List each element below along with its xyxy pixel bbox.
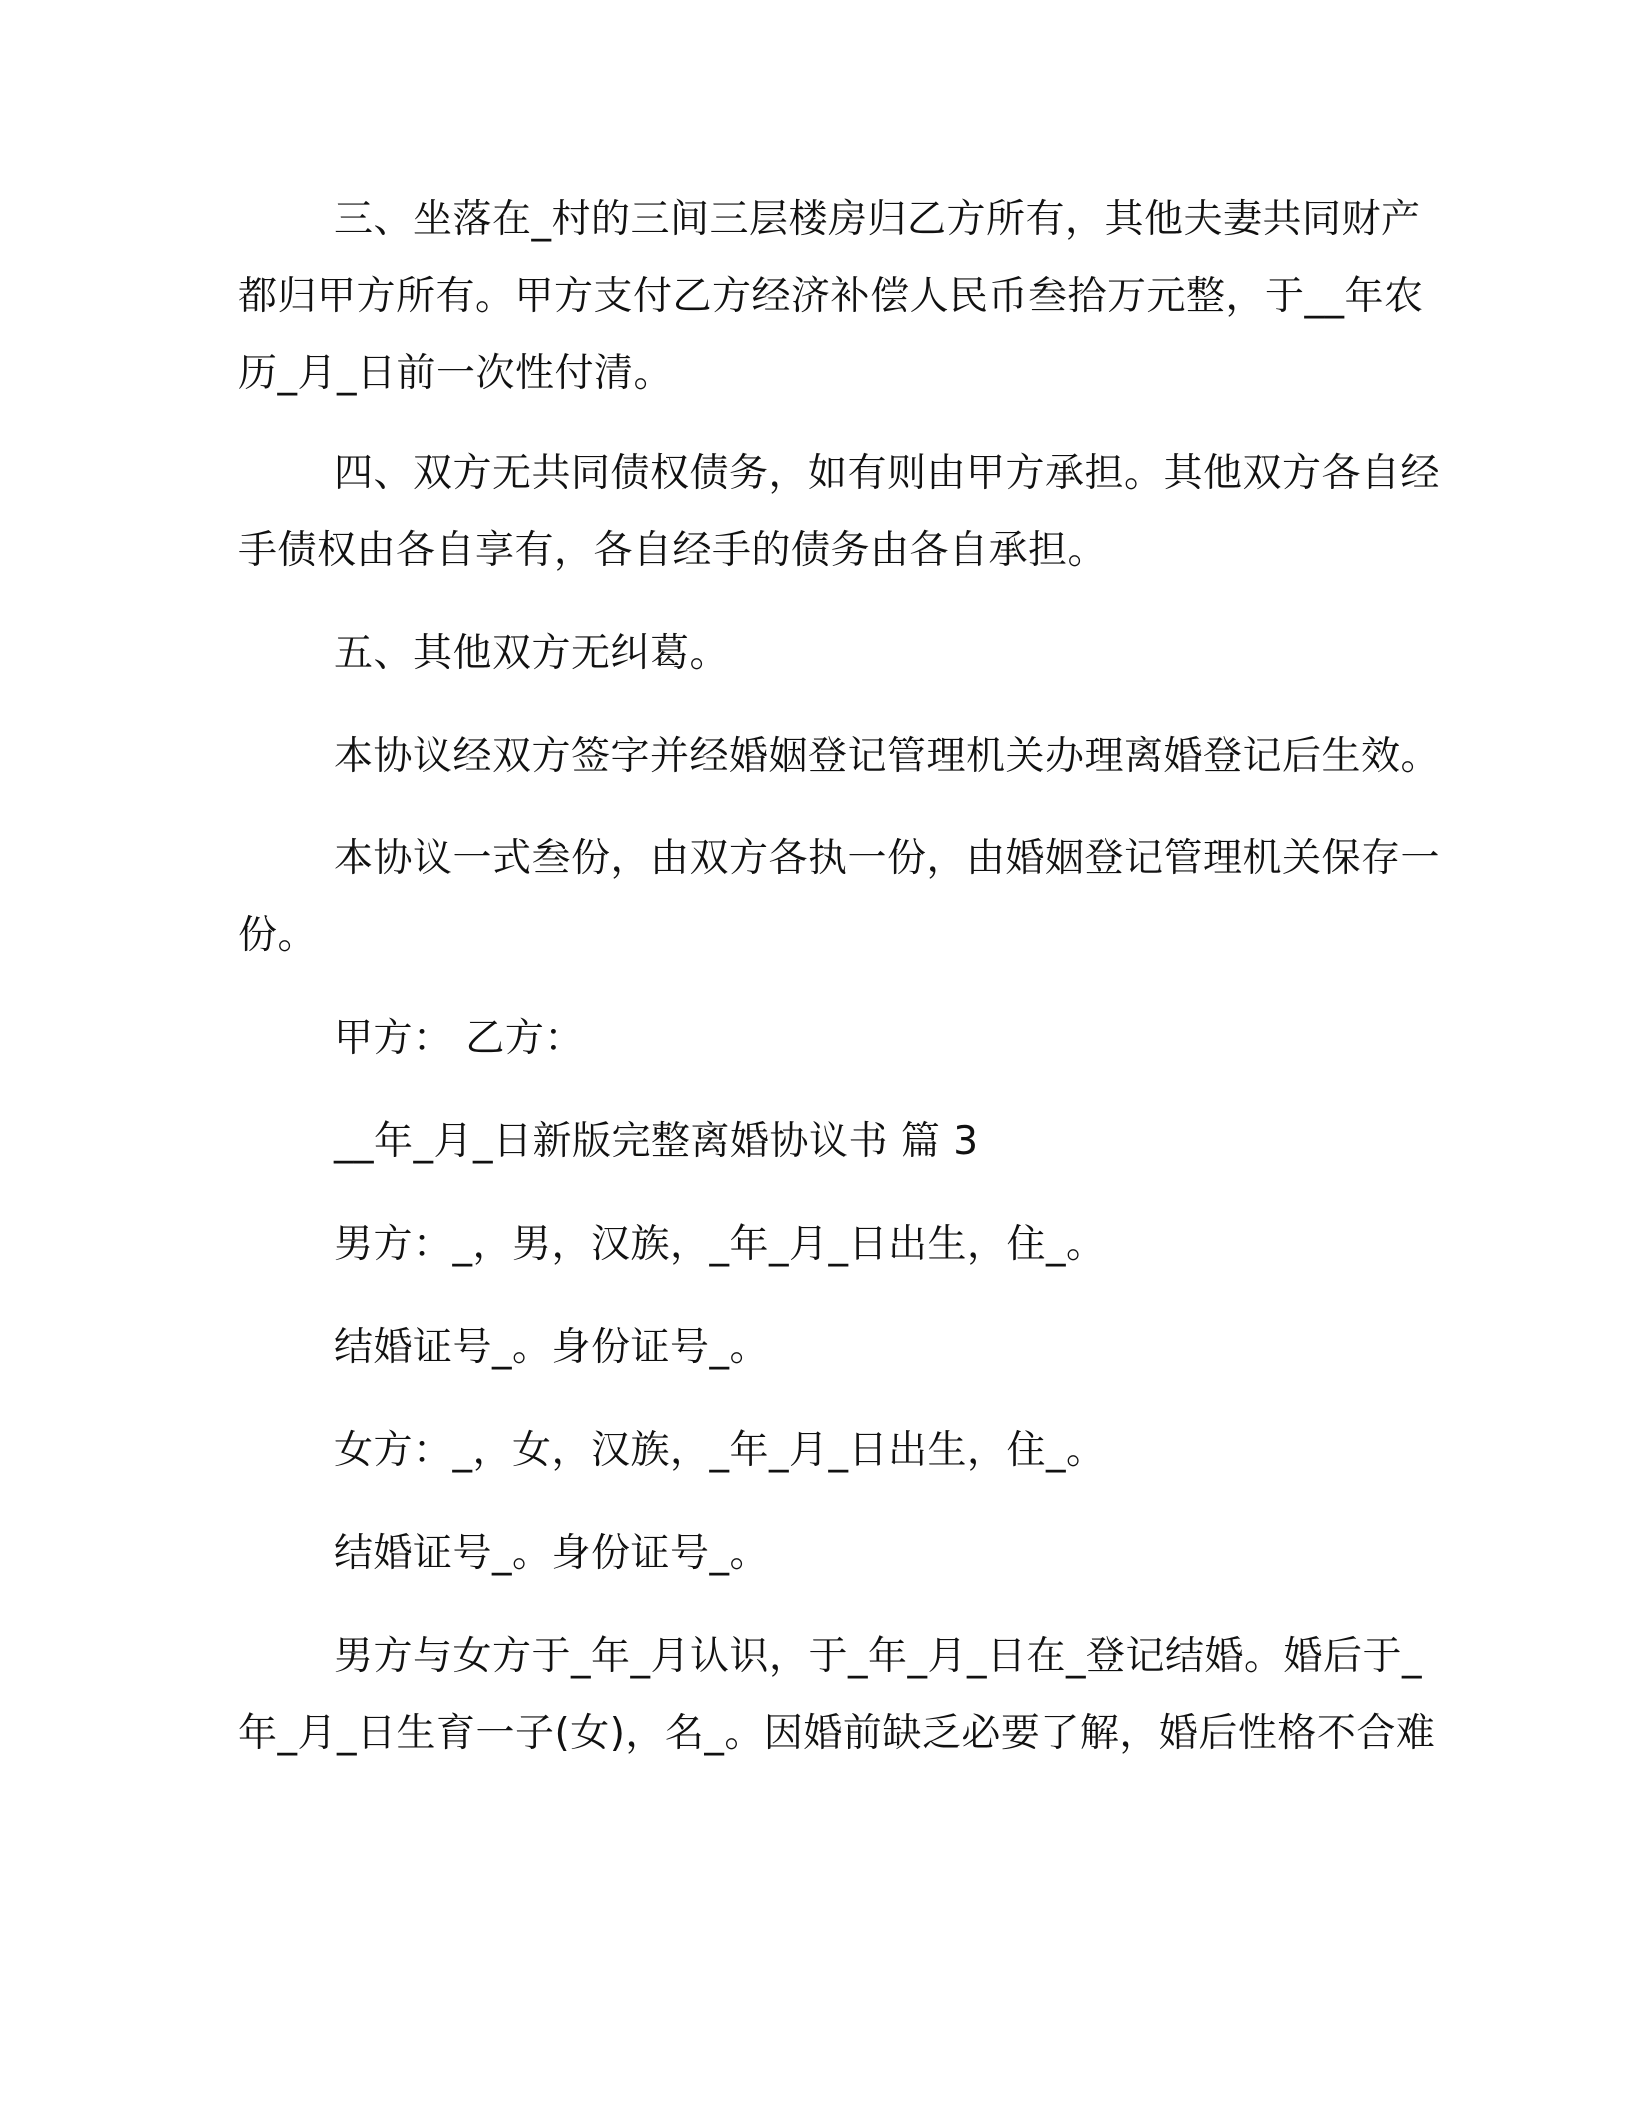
copies-clause-line-1: 本协议一式叁份，由双方各执一份，由婚姻登记管理机关保存一 <box>334 836 1441 881</box>
male-party-info: 男方：_，男，汉族，_年_月_日出生，住_。 <box>334 1222 1106 1267</box>
female-party-info: 女方：_，女，汉族，_年_月_日出生，住_。 <box>334 1428 1106 1473</box>
para-4-line-1: 四、双方无共同债权债务，如有则由甲方承担。其他双方各自经 <box>334 451 1441 496</box>
marriage-history-line-2: 年_月_日生育一子(女)，名_。因婚前缺乏必要了解，婚后性格不合难 <box>238 1711 1436 1756</box>
signature-line: 甲方： 乙方： <box>334 1016 584 1061</box>
male-id-info: 结婚证号_。身份证号_。 <box>334 1325 770 1370</box>
para-3-line-3: 历_月_日前一次性付清。 <box>238 351 674 396</box>
para-3-line-2: 都归甲方所有。甲方支付乙方经济补偿人民币叁拾万元整，于__年农 <box>238 274 1424 319</box>
para-5-line-1: 五、其他双方无纠葛。 <box>334 631 730 676</box>
copies-clause-line-2: 份。 <box>238 913 318 958</box>
female-id-info: 结婚证号_。身份证号_。 <box>334 1531 770 1576</box>
marriage-history-line-1: 男方与女方于_年_月认识，于_年_月_日在_登记结婚。婚后于_ <box>334 1634 1423 1679</box>
effectiveness-clause: 本协议经双方签字并经婚姻登记管理机关办理离婚登记后生效。 <box>334 734 1441 779</box>
para-4-line-2: 手债权由各自享有，各自经手的债务由各自承担。 <box>238 528 1108 573</box>
section-heading: __年_月_日新版完整离婚协议书 篇 3 <box>334 1119 979 1164</box>
para-3-line-1: 三、坐落在_村的三间三层楼房归乙方所有，其他夫妻共同财产 <box>334 197 1421 242</box>
